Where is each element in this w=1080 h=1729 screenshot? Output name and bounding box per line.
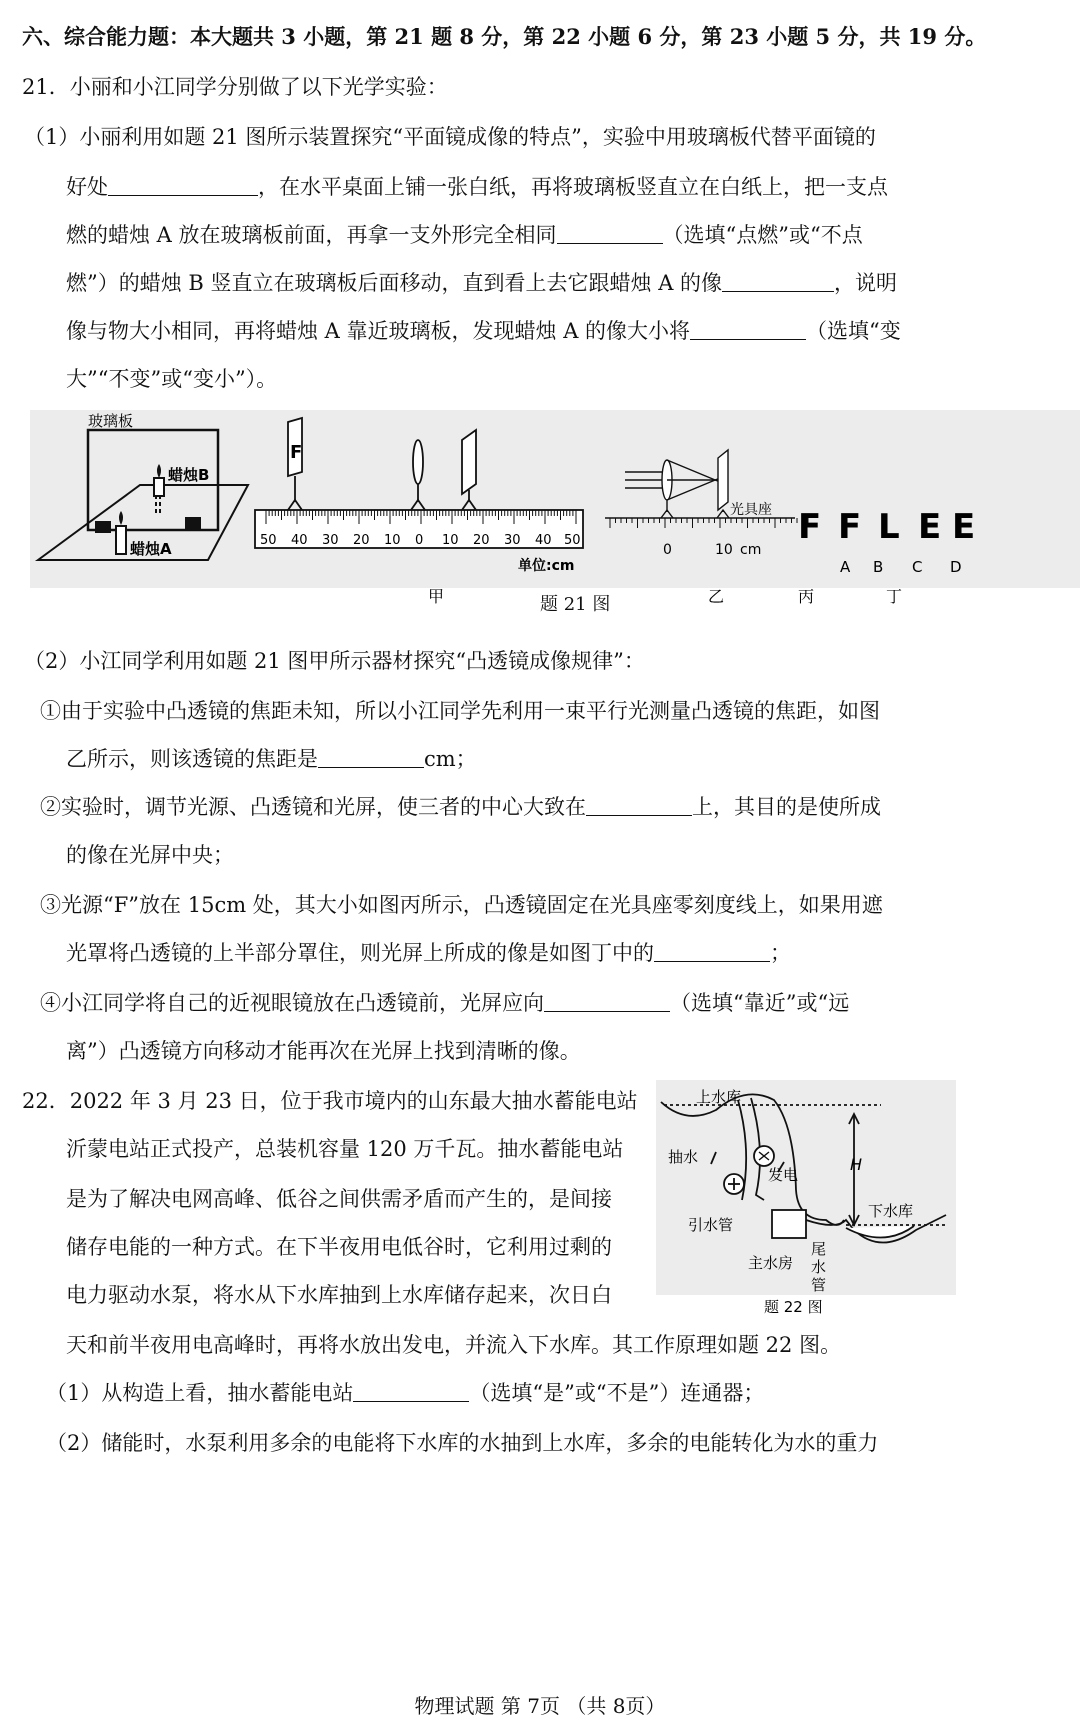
figure-label-jia: 甲 [428, 587, 445, 606]
answer-blank[interactable] [722, 269, 834, 292]
q21-s1-line2 [66, 744, 477, 774]
q22-line6: 天和前半夜用电高峰时，再将水放出发电，并流入下水库。其工作原理如题 22 图。 [66, 1333, 842, 1357]
q22-line2: 沂蒙电站正式投产，总装机容量 120 万千瓦。抽水蓄能电站 [66, 1137, 624, 1161]
answer-blank[interactable] [557, 221, 663, 244]
text: 像与物大小相同，再将蜡烛 A 靠近玻璃板，发现蜡烛 A 的像大小将 [66, 319, 691, 343]
q21-s3-line2 [66, 938, 791, 968]
bing-f-letter: F [798, 507, 822, 547]
ding-option-label: A [840, 558, 851, 576]
answer-blank[interactable] [544, 989, 670, 1012]
text: 燃”）的蜡烛 B 竖直立在玻璃板后面移动，直到看上去它跟蜡烛 A 的像 [66, 271, 723, 295]
f-light-source: F [290, 442, 303, 463]
ruler-tick-label: 50 [564, 533, 581, 548]
ruler-tick-label: 30 [322, 533, 339, 548]
q21-p1-line6: 大”“不变”或“变小”）。 [66, 367, 278, 391]
ding-option-d-image: E [952, 507, 976, 547]
answer-blank[interactable] [108, 173, 258, 196]
text: ②实验时，调节光源、凸透镜和光屏，使三者的中心大致在 [40, 795, 586, 819]
q22-line4: 储存电能的一种方式。在下半夜用电低谷时，它利用过剩的 [66, 1235, 612, 1259]
q22-line5: 电力驱动水泵，将水从下水库抽到上水库储存起来，次日白 [66, 1283, 612, 1307]
ruler-tick-label: 0 [415, 533, 424, 548]
answer-blank[interactable] [318, 745, 424, 768]
yi-tick-label: 0 [663, 542, 672, 558]
optical-bench-label: 光具座 [730, 502, 772, 518]
ruler-tick-label: 30 [504, 533, 521, 548]
ding-option-label: D [950, 558, 962, 576]
candle-b-label: 蜡烛B [168, 466, 210, 484]
text: （选填“变 [806, 319, 901, 343]
text: cm； [424, 747, 477, 771]
q21-s4-line2: 离”）凸透镜方向移动才能再次在光屏上找到清晰的像。 [66, 1039, 581, 1063]
answer-blank[interactable] [353, 1379, 469, 1402]
section-heading: 六、综合能力题：本大题共 3 小题，第 21 题 8 分，第 22 小题 6 分，第 23 小题 5 分，共 19 分。 [22, 24, 987, 49]
text: 乙所示，则该透镜的焦距是 [66, 747, 318, 771]
candle-a-label: 蜡烛A [130, 540, 172, 558]
q21-p1-line2 [66, 172, 888, 202]
text: （1）从构造上看，抽水蓄能电站 [46, 1381, 354, 1405]
text: ，说明 [834, 271, 898, 295]
ruler-tick-label: 20 [353, 533, 370, 548]
ruler-tick-label: 10 [442, 533, 459, 548]
figure-21-caption: 题 21 图 [540, 594, 611, 615]
figure-label-yi: 乙 [708, 587, 725, 606]
ding-option-label: C [912, 558, 923, 576]
page-footer: 物理试题 第 7页 （共 8页） [414, 1694, 666, 1718]
ding-option-a-image: F [838, 507, 862, 547]
text: 燃的蜡烛 A 放在玻璃板前面，再拿一支外形完全相同 [66, 223, 557, 247]
text: （选填“靠近”或“远 [670, 991, 850, 1015]
q21-p1-line3 [66, 220, 863, 250]
ruler-tick-label: 40 [535, 533, 552, 548]
figure-label-bing: 丙 [798, 587, 815, 606]
q21-p1-line4 [66, 268, 897, 298]
tail-pipe-label-3: 管 [811, 1276, 827, 1294]
q21-p2-line1: （2）小江同学利用如题 21 图甲所示器材探究“凸透镜成像规律”： [24, 649, 645, 673]
q21-p1-line1: （1）小丽利用如题 21 图所示装置探究“平面镜成像的特点”，实验中用玻璃板代替平面镜的 [24, 125, 876, 149]
glass-plate-label: 玻璃板 [88, 412, 134, 430]
q22-line1: 22．2022 年 3 月 23 日，位于我市境内的山东最大抽水蓄能电站 [22, 1089, 638, 1113]
ding-option-b-image: L [878, 507, 900, 547]
text: ； [770, 941, 791, 965]
text: ④小江同学将自己的近视眼镜放在凸透镜前，光屏应向 [40, 991, 544, 1015]
answer-blank[interactable] [690, 317, 806, 340]
q22-p1 [46, 1378, 764, 1408]
yi-tick-label: 10 [715, 542, 733, 558]
pump-label: 抽水 [668, 1148, 699, 1166]
upper-reservoir-label: 上水库 [696, 1088, 742, 1106]
q22-p2: （2）储能时，水泵利用多余的电能将下水库的水抽到上水库，多余的电能转化为水的重力 [46, 1431, 879, 1455]
height-h-label: H [850, 1155, 863, 1174]
q21-s3-line1: ③光源“F”放在 15cm 处，其大小如图丙所示，凸透镜固定在光具座零刻度线上，如果用遮 [40, 893, 883, 917]
answer-blank[interactable] [654, 939, 770, 962]
ruler-tick-label: 20 [473, 533, 490, 548]
powerhouse-label: 主水房 [748, 1254, 794, 1272]
q21-p1-line5 [66, 316, 901, 346]
ding-option-c-image: E [918, 507, 942, 547]
ruler-tick-label: 10 [384, 533, 401, 548]
text: 上，其目的是使所成 [692, 795, 881, 819]
q21-s2-line1 [40, 792, 881, 822]
yi-tick-label: cm [740, 542, 762, 558]
tail-pipe-label-1: 尾 [811, 1240, 827, 1258]
figure-22-caption: 题 22 图 [764, 1298, 823, 1316]
text: 好处 [66, 175, 108, 199]
figure-label-ding: 丁 [886, 587, 903, 606]
lower-reservoir-label: 下水库 [868, 1202, 914, 1220]
figure-background [656, 1080, 956, 1295]
answer-blank[interactable] [586, 793, 692, 816]
ding-option-label: B [873, 558, 884, 576]
text: （选填“点燃”或“不点 [662, 223, 863, 247]
q22-line3: 是为了解决电网高峰、低谷之间供需矛盾而产生的，是间接 [66, 1187, 612, 1211]
q21-intro: 21．小丽和小江同学分别做了以下光学实验： [22, 75, 448, 99]
ruler-tick-label: 40 [291, 533, 308, 548]
q21-s1-line1: ①由于实验中凸透镜的焦距未知，所以小江同学先利用一束平行光测量凸透镜的焦距，如图 [40, 699, 880, 723]
text: 光罩将凸透镜的上半部分罩住，则光屏上所成的像是如图丁中的 [66, 941, 654, 965]
ruler-unit-label: 单位:cm [518, 558, 575, 574]
text: ，在水平桌面上铺一张白纸，再将玻璃板竖直立在白纸上，把一支点 [258, 175, 888, 199]
generate-label: 发电 [768, 1166, 799, 1184]
ruler-tick-label: 50 [260, 533, 277, 548]
figure-21 [30, 410, 1080, 610]
tail-pipe-label-2: 水 [811, 1258, 827, 1276]
q21-s2-line2: 的像在光屏中央； [66, 843, 234, 867]
q21-s4-line1 [40, 988, 849, 1018]
figure-22 [656, 1080, 956, 1320]
text: （选填“是”或“不是”）连通器； [469, 1381, 765, 1405]
intake-pipe-label: 引水管 [688, 1216, 734, 1234]
